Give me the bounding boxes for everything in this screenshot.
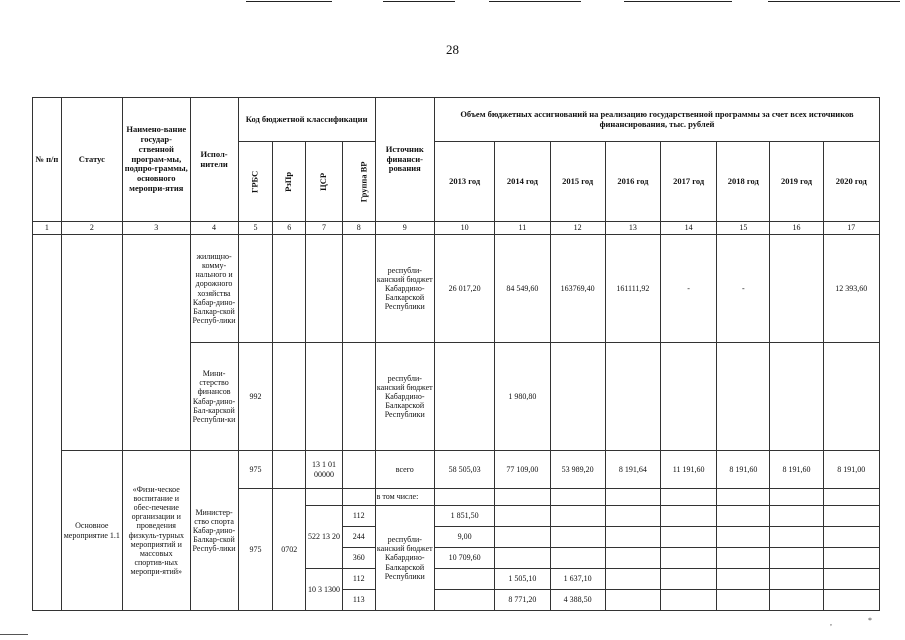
cell-grbs: 992 [238, 343, 273, 451]
cell-value: 161111,92 [605, 235, 660, 343]
cell-value [495, 489, 550, 506]
cell-value [550, 489, 605, 506]
page-number: 28 [446, 42, 459, 57]
cell-value [550, 343, 605, 451]
col-number: 14 [660, 222, 716, 235]
cell-grbs: 975 [238, 489, 273, 611]
cell-rzpr: 0702 [273, 489, 306, 611]
cell-value: 1 980,80 [495, 343, 550, 451]
header-year: 2016 год [605, 142, 660, 222]
cell-value: - [717, 235, 770, 343]
col-number: 5 [238, 222, 273, 235]
cell-value [823, 590, 879, 611]
cell-value [660, 506, 716, 527]
table-row [33, 235, 880, 343]
header-vr: Группа ВР [342, 142, 375, 222]
cell-name: «Физи-ческое воспитание и обес-печение организации и проведения физкуль-турных мероприятий и массовых спортив-ных меропри-ятий» [123, 451, 191, 611]
cell-value [823, 569, 879, 590]
cell-executor: Мини-стерство финансов Кабар-дино-Бал-карской Республи-ки [190, 343, 238, 451]
table-row-total [33, 451, 880, 489]
col-number: 6 [273, 222, 306, 235]
cell-value [434, 343, 494, 451]
cell-value [770, 590, 823, 611]
cell-value [717, 343, 770, 451]
col-number: 9 [375, 222, 434, 235]
cell-value: 1 851,50 [434, 506, 494, 527]
cell-value [550, 548, 605, 569]
cell-value: 10 709,60 [434, 548, 494, 569]
col-number: 12 [550, 222, 605, 235]
cell-vr: 112 [342, 506, 375, 527]
cell-value: 11 191,60 [660, 451, 716, 489]
header-year: 2020 год [823, 142, 879, 222]
cell-value: 8 191,00 [823, 451, 879, 489]
cell-value [770, 548, 823, 569]
header-volume: Объем бюджетных ассигнований на реализацию государственной программы за счет всех источников финансирования, тыс. рублей [434, 98, 879, 142]
cell-status [61, 235, 122, 451]
col-number: 15 [717, 222, 770, 235]
cell-value [495, 548, 550, 569]
header-row [33, 98, 880, 142]
header-num: № п/п [33, 98, 62, 222]
scan-line [246, 1, 332, 2]
cell-value [434, 489, 494, 506]
header-status: Статус [61, 98, 122, 222]
cell-value [717, 590, 770, 611]
cell-value: 53 989,20 [550, 451, 605, 489]
cell-value [660, 343, 716, 451]
cell-value [717, 569, 770, 590]
col-number: 2 [61, 222, 122, 235]
cell-value [770, 569, 823, 590]
cell-value [770, 235, 823, 343]
header-csr: ЦСР [306, 142, 343, 222]
cell-source: республи-канский бюджет Кабардино-Балкарской Республики [375, 506, 434, 611]
cell-value: 58 505,03 [434, 451, 494, 489]
header-executors: Испол-нители [190, 98, 238, 222]
scan-mark: , [830, 618, 832, 627]
cell-vr [342, 451, 375, 489]
cell-csr [306, 235, 343, 343]
cell-value [660, 569, 716, 590]
cell-vr: 112 [342, 569, 375, 590]
cell-csr [306, 343, 343, 451]
cell-value [495, 506, 550, 527]
cell-value [660, 590, 716, 611]
cell-value [717, 506, 770, 527]
cell-value [605, 527, 660, 548]
header-year: 2014 год [495, 142, 550, 222]
col-number: 11 [495, 222, 550, 235]
cell-value [770, 506, 823, 527]
cell-num [33, 235, 62, 611]
col-number: 13 [605, 222, 660, 235]
col-number: 17 [823, 222, 879, 235]
header-rzpr: РзПр [273, 142, 306, 222]
cell-source: всего [375, 451, 434, 489]
cell-value: 26 017,20 [434, 235, 494, 343]
cell-value [605, 506, 660, 527]
scan-line [383, 1, 455, 2]
header-year: 2013 год [434, 142, 494, 222]
cell-rzpr [273, 451, 306, 489]
cell-status: Основное мероприятие 1.1 [61, 451, 122, 611]
budget-table [32, 97, 880, 611]
header-source: Источник финанси-рования [375, 98, 434, 222]
cell-csr: 522 13 20 [306, 506, 343, 569]
header-name: Наимено-вание государ-ственной програм-мы, подпро-граммы, основного меропри-ятия [123, 98, 191, 222]
col-number: 4 [190, 222, 238, 235]
header-year: 2019 год [770, 142, 823, 222]
cell-value [823, 343, 879, 451]
cell-value [605, 548, 660, 569]
cell-value [770, 489, 823, 506]
cell-value [660, 527, 716, 548]
header-year: 2017 год [660, 142, 716, 222]
col-number: 16 [770, 222, 823, 235]
cell-grbs [238, 235, 273, 343]
cell-value [770, 527, 823, 548]
cell-value: 4 388,50 [550, 590, 605, 611]
cell-grbs: 975 [238, 451, 273, 489]
cell-value [770, 343, 823, 451]
cell-csr [306, 489, 343, 506]
cell-value: 84 549,60 [495, 235, 550, 343]
cell-value [717, 489, 770, 506]
cell-value [434, 569, 494, 590]
cell-executor: жилищно-комму-нального и дорожного хозяйства Кабар-дино-Балкар-ской Респуб-лики [190, 235, 238, 343]
cell-csr: 10 3 1300 [306, 569, 343, 611]
cell-value: 8 191,60 [717, 451, 770, 489]
cell-value [605, 590, 660, 611]
cell-value [605, 343, 660, 451]
scan-line [624, 1, 732, 2]
cell-rzpr [273, 343, 306, 451]
cell-value: 8 191,64 [605, 451, 660, 489]
col-number: 1 [33, 222, 62, 235]
col-number: 8 [342, 222, 375, 235]
col-number: 3 [123, 222, 191, 235]
cell-value: 1 637,10 [550, 569, 605, 590]
cell-value [823, 489, 879, 506]
cell-source: республи-канский бюджет Кабардино-Балкарской Республики [375, 235, 434, 343]
cell-value: 9,00 [434, 527, 494, 548]
cell-source: в том числе: [375, 489, 434, 506]
cell-value [823, 548, 879, 569]
cell-value [823, 506, 879, 527]
cell-vr: 113 [342, 590, 375, 611]
cell-vr: 244 [342, 527, 375, 548]
header-grbs: ГРБС [238, 142, 273, 222]
cell-value [717, 527, 770, 548]
cell-vr [342, 343, 375, 451]
scan-mark: * [868, 616, 872, 625]
cell-executor: Министер-ство спорта Кабар-дино-Балкар-ской Респуб-лики [190, 451, 238, 611]
header-year: 2015 год [550, 142, 605, 222]
cell-value [550, 506, 605, 527]
cell-value [605, 489, 660, 506]
scan-line [0, 634, 28, 635]
cell-source: республи-канский бюджет Кабардино-Балкарской Республики [375, 343, 434, 451]
cell-value [550, 527, 605, 548]
cell-value: 1 505,10 [495, 569, 550, 590]
cell-value [823, 527, 879, 548]
cell-vr: 360 [342, 548, 375, 569]
column-number-row [33, 222, 880, 235]
cell-vr [342, 489, 375, 506]
cell-value [605, 569, 660, 590]
cell-value: 12 393,60 [823, 235, 879, 343]
cell-value [660, 489, 716, 506]
cell-value [660, 548, 716, 569]
cell-value [434, 590, 494, 611]
cell-value: 8 191,60 [770, 451, 823, 489]
cell-csr: 13 1 01 00000 [306, 451, 343, 489]
cell-value: 163769,40 [550, 235, 605, 343]
cell-value [495, 527, 550, 548]
scan-line [768, 1, 900, 2]
cell-vr [342, 235, 375, 343]
cell-value: 8 771,20 [495, 590, 550, 611]
cell-value [717, 548, 770, 569]
header-budget-code: Код бюджетной классификации [238, 98, 375, 142]
col-number: 10 [434, 222, 494, 235]
cell-name [123, 235, 191, 451]
scan-line [489, 1, 581, 2]
cell-rzpr [273, 235, 306, 343]
header-year: 2018 год [717, 142, 770, 222]
cell-value: - [660, 235, 716, 343]
cell-value: 77 109,00 [495, 451, 550, 489]
col-number: 7 [306, 222, 343, 235]
